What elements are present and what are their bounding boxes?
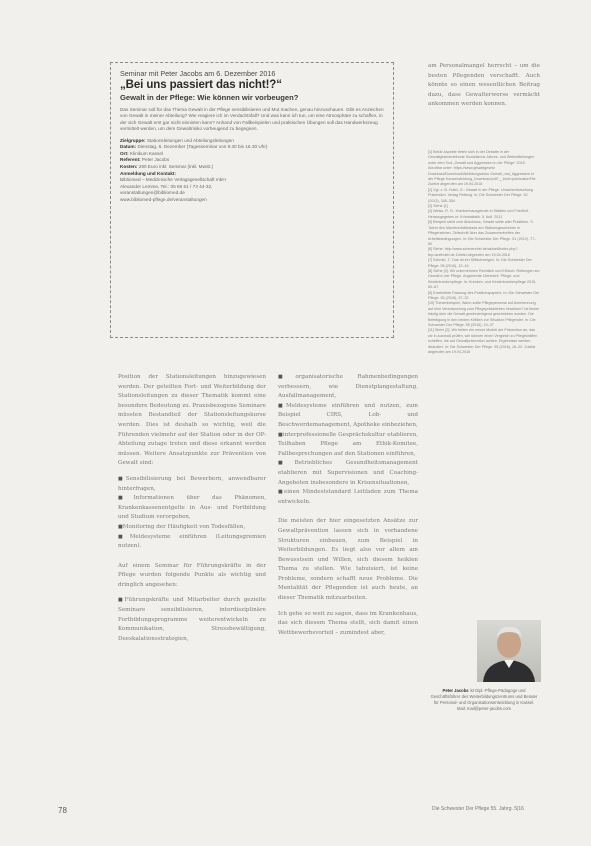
seminar-kicker: Seminar mit Peter Jacobs am 6. Dezember 2016: [120, 69, 276, 78]
page-number: 78: [58, 806, 67, 815]
meta-line: Referent: Peter Jacobs: [120, 157, 170, 163]
footnote: [9] Erarbeitete Fassung des Positionspapiers. In: Die Schwester Der Pflege. 55 (2016), 27–32: [428, 290, 540, 300]
author-name: Peter Jacobs: [442, 688, 469, 693]
column-right-intro: [428, 62, 540, 138]
paragraph: Die meisten der hier eingesetzten Ansätze zur Gewaltprävention lassen sich in vorhandene Strukturen einbauen, zum Beispiel in Weiterbildungen. Es liegt also vor allem am Bewusstsein und Willen, sich diesem heiklen Thema zu stellen. Wie tabuisiert, ist keine Probleme, sondern schafft neue Probleme. Die Mentalität der Pflegenden ist auch heute, an dieser Thematik mitzuarbeiten.: [278, 518, 418, 602]
bullet-item: ■ Meldesysteme einführen (Leitungsgremien nutzen).: [118, 533, 266, 552]
footnote: [10] Thesenbeispiel, Wann sollte Pflegepersonal auf Anerkennung auf eine Verantwortung zum Pflegepräsidenten hinwirken? Ist bisher häufig über die Gewalt gewinnbringend geschrieben worden. Die Beteiligung in den beiden Kritiken zur Situation Pflegender. In: Die Schwester Der Pflege. 55 (2016), 24–27: [428, 301, 540, 327]
meta-line: Zielgruppe: Stationsleitungen und Abteilungsleitungen: [120, 137, 234, 143]
bullet-item: ■ einen Mindeststandard Leitfaden zum Thema entwickeln.: [278, 488, 418, 507]
footnote: [4] Weiss, R. H.: Krankenhausgebote in Städten und Friedhof. Herausgegeben in: Kriminalistik. 5. Aufl. 2011: [428, 209, 529, 219]
journal-reference: Die Schwester Der Pflege 55. Jahrg. 5|16: [432, 806, 524, 812]
bullet-item: ■ Sensibilisierung bei Bewerbern, anwendbarer hinterfragen,: [118, 475, 266, 494]
footnote: [11] Siehe [2]. Wir bieten ein neues Modell der Prävention an, das wir in Ausmaß prüfen, wie können einen Vergleich zu Pflegekräften schaffen, die auf Gewaltprävention achten. Ergebnisse werden diskutiert. In: Die Schwester Der Pflege. 55 (2016), 16–20. Zuletzt abgerufen am 19.04.2016: [428, 328, 538, 355]
meta-line: Ort: Klinikum Kassel: [120, 150, 163, 156]
footnote: Zuletzt abgerufen am 19.04.2016: [428, 182, 483, 187]
bullet-item: ■ interprofessionelle Gesprächskultur etablieren, Teilhaben Pflege am Ethik-Komitee, Fallbesprechungen auf den Stationen einführen,: [278, 431, 418, 460]
seminar-subtitle: Gewalt in der Pflege: Wie können wir vorbeugen?: [120, 93, 299, 102]
footnote: [2] Vgl. z. B. Hubri, G.: Gewalt in der Pflege. Ursachenforschung Prävention. Verlag Rettung. In: Die Schwester Der Pflege. 52 (2013), 345–354: [428, 187, 533, 203]
paragraph: Ich gehe so weit zu sagen, dass im Krankenhaus, das sich diesem Thema stellt, sich damit einen Wettbewerbsvorteil – zumindest aber,: [278, 610, 418, 636]
bullet-item: ■ Informationen über das Phänomen, Krankenkassenentgelte in Aus- und Fortbildung und Studium verorgeben,: [118, 494, 266, 523]
footnotes: [428, 150, 540, 612]
contact-url[interactable]: www.bibliomed-pflege.de/veranstaltungen: [120, 196, 207, 202]
footnote: [5] Beispiel steht zum Abschluss, Gewalt sollte aller Praktiken. S. Talent des Machtverhältnisses am Stationsgeschehen in Pflegeheimen. Zeitschrift über das Zusammentreffen der Arbeitsbedingungen. In: Die Schwester Der Pflege. 51 (2012), 77–80: [428, 220, 537, 246]
paragraph: Position der Stationsleitungen hinzugewiesen werden. Der geteilten Fort- und Weiterbildung der Stationsleitungen zu dieser Thematik kommt eine besondere Bedeutung zu. Praxisbezogene Seminare müssten Bestandteil der Stationsleitungskurse werden. Dies ist deshalb so wichtig, weil die Führenden vielmehr auf der Station oder in der OP-Abteilung zutage treten und diese erkannt werden müssen. Weitere Ansatzpunkte zur Prävention von Gewalt sind:: [118, 374, 266, 467]
seminar-intro: Das Seminar soll für das Thema Gewalt in der Pflege sensibilisieren und Mut machen, genau hinzuschauen. Gibt es Anzeichen von Gewalt in meiner Abteilung? Wie reagiere ich im Verdachtsfall? Und was kann ich tun, um eine Atmosphäre zu schaffen, in der sich Gewalt erst gar nicht einnisten kann? Anhand von Fallbeispielen und praktischen Übungen soll das Handwerkszeug vermittelt werden, um dem Gewaltrisiko vorbeugend zu begegnen.: [120, 107, 384, 132]
bullet-item: ■ Monitoring der Häufigkeit von Todesfällen,: [118, 523, 266, 533]
author-email[interactable]: Mail: mail@peter-jacobs.com: [456, 706, 512, 711]
author-photo: [477, 620, 541, 682]
contact-line: Bibliomed – Medizinische Verlagsgesellschaft mbH: [120, 177, 226, 183]
author-photo-drawing: [477, 620, 541, 682]
author-bio: Peter Jacobs ist Dipl.-Pflege-Pädagoge und Geschäftsführer des Weiterbildungszentrums und Berater für Personal- und Organisationsentwicklung in Kassel. Mail: mail@peter-jacobs.com: [428, 688, 540, 712]
contact-line: Alexander Lemme, Tel.: 05 66 61 / 73 44-32,: [120, 183, 213, 189]
bullet-item: ■ Betriebliches Gesundheitsmanagement etablieren mit Supervisionen und Coaching-Angeboten insbesondere in Krisensituationen,: [278, 459, 418, 488]
paragraph: Auf einem Seminar für Führungskräfte in der Pflege wurden folgende Punkte als wichtig und dringlich angesehen:: [118, 562, 266, 588]
footnote: [6] Siehe: http://www.schmerzfrei.de/aktuell/index.php?tbp=arzthotel.de Zuletzt abgerufen am 19.04.2016: [428, 247, 518, 257]
footnote: [3] Siehe [1]: [428, 204, 448, 209]
seminar-box: [110, 62, 394, 338]
footnote: [1] Beide Aspekte treten sich in der Debatte in der Gewaltgesetzmethode Sozialismus Jahres- und Weltmitteilungen unter dem Tool „Gewalt und Aggression in der Pflege“ 2015. Abrufbar unter: https://www.gewaltgesetz Download/Download/Abbildungsdoku Gewalt_und_Aggression in der Pflege Konsensbildung_Download.pdf?__blob=publicationFile: [428, 150, 536, 182]
bullet-item: ■ Meldesysteme einführen und nutzen, zum Beispiel CIRS, Lob- und Beschwerdemanagement, Apotheke einbeziehen,: [278, 402, 418, 431]
column-left: [118, 373, 266, 793]
seminar-title: „Bei uns passiert das nicht!?“: [120, 79, 282, 91]
meta-line: Datum: Dienstag, 6. Dezember (Tagesseminar von 9.30 bis 16.30 Uhr): [120, 144, 268, 150]
paragraph: am Personalmangel herrscht – um die besten Pflegenden verschafft. Auch könnte so einen wesentlichen Beitrag dazu, dass Gewalterwerse vermächt ankommen werden konnen.: [428, 63, 540, 108]
footnote: [7] Schmid, T.: Das ist ein Stillschweigen. In: Die Schwester Der Pflege. 55 (2016), 12–16: [428, 258, 532, 268]
meta-line: Anmeldung und Kontakt:: [120, 170, 176, 176]
footnote: [8] Siehe [4]. Wir unternehmen Rechtlich und Ethisch. Rettungen zur Gewalt in der Pflege. Angehende Übersicht. Pflege- und Kinderkrankenpflege. In: Kranken- und Kinderkrankenpflege 2015, 60–67: [428, 268, 540, 290]
column-middle: [278, 373, 418, 793]
bullet-item: ■ Führungskräfte und Mitarbeiter durch gezielte Seminare sensibilisieren, interdisziplinäre Fortbildungsprogramme weiterentwickeln zu Kommunikation, Stressbewältigung, Deeskalationsstrategien,: [118, 596, 266, 644]
contact-email[interactable]: veranstaltungen@bibliomed.de: [120, 190, 185, 196]
meta-line: Kosten: 290 Euro inkl. Seminar (inkl. MwSt.): [120, 164, 214, 169]
bullet-item: ■ organisatorische Rahmenbedingungen verbessern, wie Dienstplangestaltung, Ausfallmanagement,: [278, 373, 418, 402]
seminar-meta: [120, 138, 384, 204]
